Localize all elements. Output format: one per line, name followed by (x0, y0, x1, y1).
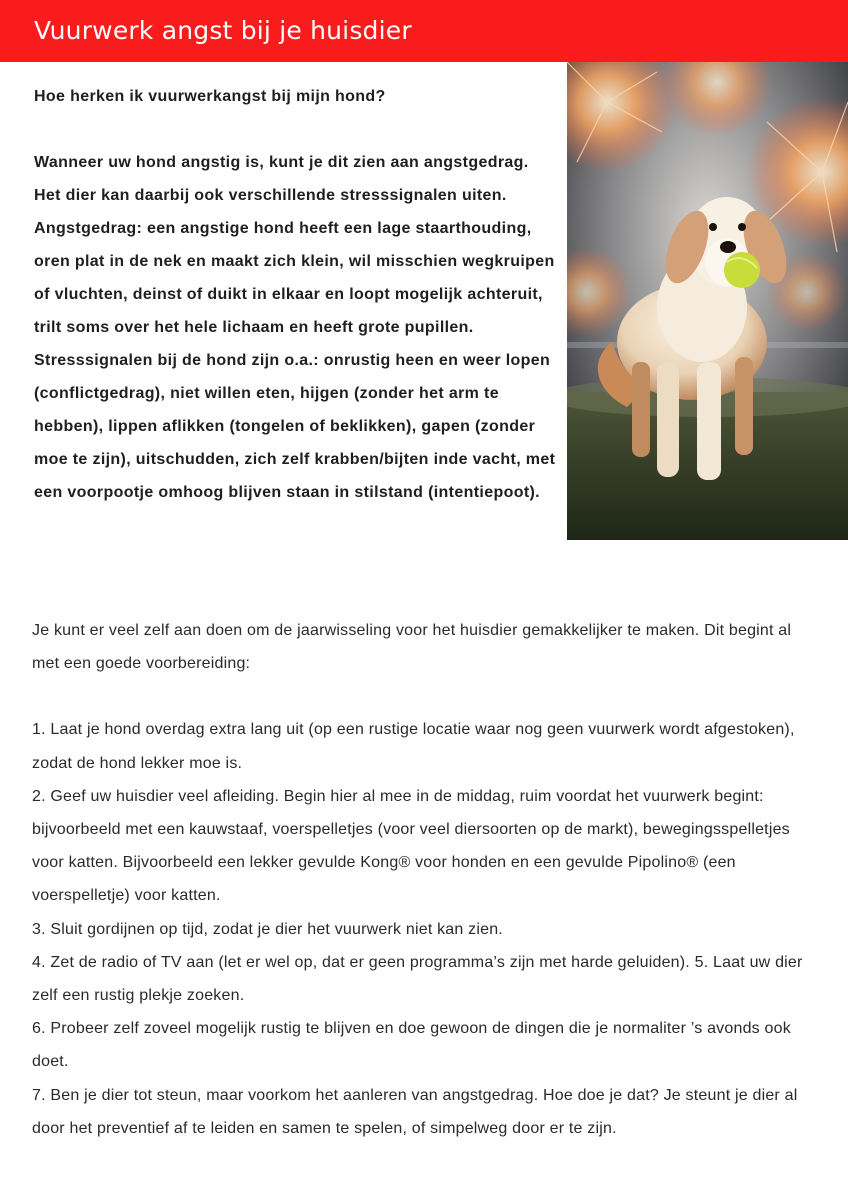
intro-paragraph-1: Wanneer uw hond angstig is, kunt je dit zien aan angstgedrag. Het dier kan daarbij ook verschillende stresssignalen uiten. Angstgedrag: een angstige hond heeft een lage staarthouding, oren plat in de nek en maakt zich klein, wil misschien wegkruipen of vluchten, deinst of duikt in elkaar en loopt mogelijk achteruit, trilt soms over het hele lichaam en heeft grote pupillen. (34, 154, 555, 336)
tip-2: 2. Geef uw huisdier veel afleiding. Begin hier al mee in de middag, ruim voordat het vuurwerk begint: bijvoorbeeld met een kauwstaaf, voerspelletjes (voor veel diersoorten op de markt), bewegingsspelletjes voor katten. Bijvoorbeeld een lekker gevulde Kong® voor honden en een gevulde Pipolino® (een voerspelletje) voor katten. (32, 787, 790, 905)
intro-paragraph-2: Stresssignalen bij de hond zijn o.a.: onrustig heen en weer lopen (conflictgedrag), niet willen eten, hijgen (zonder het arm te hebben), lippen aflikken (tongelen of beklikken), gapen (zonder moe te zijn), uitschudden, zich zelf krabben/bijten inde vacht, met een voorpootje omhoog blijven staan in stilstand (intentiepoot). (34, 352, 556, 501)
spacer (32, 680, 822, 713)
tip-1: 1. Laat je hond overdag extra lang uit (op een rustige locatie waar nog geen vuurwerk wordt afgestoken), zodat de hond lekker moe is. (32, 721, 795, 772)
spacer (34, 113, 556, 146)
dog-photo (567, 62, 848, 540)
page-header (0, 0, 848, 62)
tip-6: 6. Probeer zelf zoveel mogelijk rustig te blijven en doe gewoon de dingen die je normaliter ’s avonds ook doet. (32, 1020, 791, 1071)
tip-3: 3. Sluit gordijnen op tijd, zodat je dier het vuurwerk niet kan zien. (32, 920, 503, 938)
tip-7: 7. Ben je dier tot steun, maar voorkom het aanleren van angstgedrag. Hoe doe je dat? Je steunt je dier al door het preventief af te leiden en samen te spelen, of simpelweg door er te zijn. (32, 1086, 798, 1137)
main-section (32, 614, 822, 1145)
tip-4: 4. Zet de radio of TV aan (let er wel op, dat er geen programma’s zijn met harde geluiden). 5. Laat uw dier zelf een rustig plekje zoeken. (32, 953, 803, 1005)
page-title: Vuurwerk angst bij je huisdier (34, 16, 412, 45)
intro-question: Hoe herken ik vuurwerkangst bij mijn hond? (34, 88, 386, 105)
lead-paragraph: Je kunt er veel zelf aan doen om de jaarwisseling voor het huisdier gemakkelijker te maken. Dit begint al met een goede voorbereiding: (32, 622, 792, 673)
intro-section (34, 80, 556, 509)
